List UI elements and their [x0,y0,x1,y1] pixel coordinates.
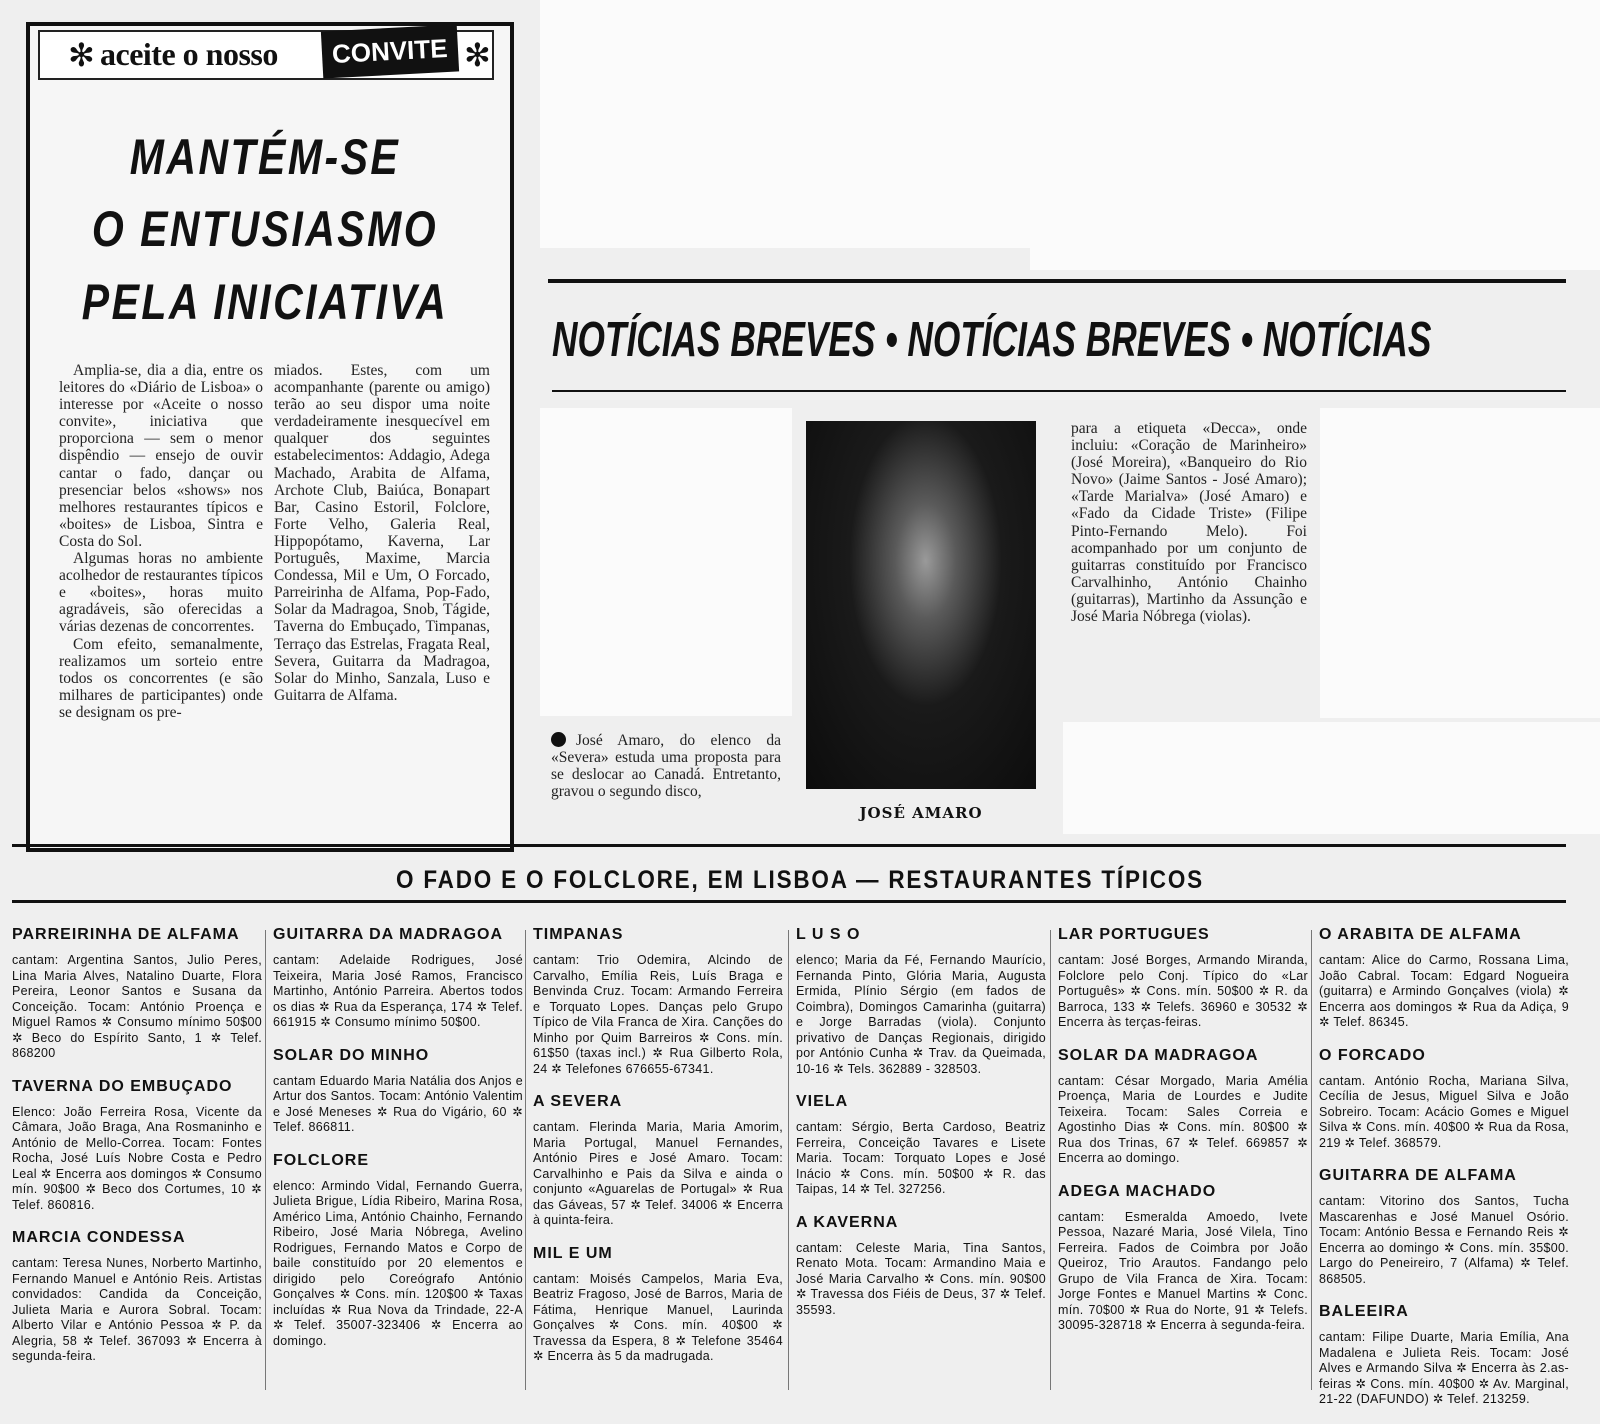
listing-column [1058,926,1308,1350]
restaurant-name: VIELA [796,1093,849,1110]
restaurant-entry [1319,1303,1569,1408]
restaurant-entry [1058,1047,1308,1167]
headline-line-3: PELA INICIATIVA [81,274,449,330]
restaurant-entry [12,926,262,1062]
restaurant-details: cantam: Adelaide Rodrigues, José Teixeira, Maria José Ramos, Francisco Martinho, António Parreira. Abertos todos os dias ✲ Rua da Esperança, 174 ✲ Telef. 661915 ✲ Consumo mínimo 50$00. [273,953,523,1029]
restaurant-name: MARCIA CONDESSA [12,1229,186,1246]
restaurant-details: cantam: Alice do Carmo, Rossana Lima, João Cabral. Tocam: Edgard Nogueira (guitarra) e Armindo Gonçalves (viola) ✲ Encerra aos domingos ✲ Rua da Adiça, 9 ✲ Telef. 86345. [1319,953,1569,1029]
restaurant-entry [533,1093,783,1229]
restaurant-entry [533,1245,783,1365]
headline-line-1: MANTÉM-SE [129,129,401,185]
article-paragraph: miados. Estes, com um acompanhante (parente ou amigo) terão ao seu dispor uma noite verdadeiramente inesquecível em qualquer dos seguintes estabelecimentos: Addagio, Adega Machado, Arabita de Alfama, Archote Club, Baiúca, Bonapart Bar, Casino Estoril, Folclore, Forte Velho, Galeria Real, Hippopótamo, Kaverna, Lar Português, Maxime, Marcia Condessa, Mil e Um, O Forcado, Parreirinha de Alfama, Pop-Fado, Solar da Madragoa, Snob, Tágide, Taverna do Embuçado, Timpanas, Terraço das Estrelas, Fragata Real, Severa, Guitarra da Madragoa, Solar do Minho, Sanzala, Luso e Guitarra de Alfama. [274,362,490,704]
restaurant-entry [273,1152,523,1350]
restaurant-details: cantam: Vitorino dos Santos, Tucha Mascarenhas e José Manuel Osório. Tocam: António Bessa e Fernando Reis ✲ Encerra ao domingo ✲ Cons. mín. 35$00. Largo do Peneireiro, 7 (Alfama) ✲ Telef. 868505. [1319,1194,1569,1286]
jose-amaro-photo [806,421,1036,789]
listing-column [796,926,1046,1334]
column-separator [265,930,266,1390]
restaurant-entry [1058,1183,1308,1334]
restaurant-name: GUITARRA DE ALFAMA [1319,1167,1517,1184]
restaurant-details: cantam: Argentina Santos, Julio Peres, Lina Maria Alves, Natalino Duarte, Flora Pereira, Leonor Santos e Susana da Conceição. Tocam: António Proença e Miguel Ramos ✲ Consumo mínimo 50$00 ✲ Beco do Espírito Santo, 1 ✲ Telef. 868200 [12,953,262,1060]
restaurant-entry [12,1229,262,1365]
restaurant-name: GUITARRA DA MADRAGOA [273,926,504,943]
bullet-icon [551,732,566,747]
restaurant-entry [796,1093,1046,1198]
restaurant-details: cantam. António Rocha, Mariana Silva, Cecília de Jesus, Miguel Silva e João Sobreiro. Tocam: Acácio Gomes e Miguel Silva ✲ Cons. mín. 40$00 ✲ Rua da Rosa, 219 ✲ Telef. 368579. [1319,1073,1569,1150]
restaurant-details: cantam Eduardo Maria Natália dos Anjos e Artur dos Santos. Tocam: António Valentim e José Meneses ✲ Rua do Vigário, 60 ✲ Telef. 866811. [273,1073,523,1134]
article-column-1 [59,362,263,721]
restaurant-name: LAR PORTUGUES [1058,926,1210,943]
restaurant-details: cantam: Trio Odemira, Alcindo de Carvalho, Emília Reis, Luís Braga e Benvinda Cruz. Tocam: Armando Ferreira e Torquato Lopes. Danças pelo Grupo Típico de Vila Franca de Xira. Canções do Minho por Quim Barreiros ✲ Cons. mín. 61$50 (taxas incl.) ✲ Rua Gilberto Rola, 24 ✲ Telefones 676655-67341. [533,953,783,1076]
restaurant-entry [1319,1047,1569,1152]
restaurant-entry [1319,926,1569,1031]
restaurant-details: cantam: Celeste Maria, Tina Santos, Renato Mota. Tocam: Armandino Maia e José Maria Carvalho ✲ Cons. mín. 90$00 ✲ Travessa dos Fiéis de Deus, 37 ✲ Telef. 35593. [796,1240,1046,1317]
restaurant-details: cantam: Filipe Duarte, Maria Emília, Ana Madalena e Julieta Reis. Tocam: José Alves e Armando Silva ✲ Encerra às 2.as-feiras ✲ Cons. mín. 40$00 ✲ Av. Marginal, 21-22 (DAFUNDO) ✲ Telef. 213259. [1319,1330,1569,1406]
noticia-text: José Amaro, do elenco da «Severa» estuda uma proposta para se deslocar ao Canadá. Entretanto, gravou o segundo disco, [551,732,781,801]
noticia-caption-left [551,732,781,800]
restaurant-entry [1058,926,1308,1031]
listing-column [273,926,523,1365]
article-column-2 [274,362,490,704]
convite-banner [38,30,494,80]
restaurant-entry [533,926,783,1077]
section-title: O FADO E O FOLCLORE, EM LISBOA — RESTAURANTES TÍPICOS [396,866,1204,894]
restaurant-details: cantam: César Morgado, Maria Amélia Proença, Maria de Lourdes e Judite Teixeira. Tocam: Sales Correia e Agostinho Dias ✲ Cons. mín. 80$00 ✲ Rua dos Trinas, 67 ✲ Telef. 669857 ✲ Encerra ao domingo. [1058,1073,1308,1165]
column-separator [1050,930,1051,1390]
restaurant-name: ADEGA MACHADO [1058,1182,1217,1200]
restaurant-details: Elenco: João Ferreira Rosa, Vicente da Câmara, João Braga, Ana Rosmaninho e António de Mello-Correa. Tocam: Fontes Rocha, José Luís Nobre Costa e Pedro Leal ✲ Encerra aos domingos ✲ Consumo mín. 90$00 ✲ Beco dos Cortumes, 10 ✲ Telef. 860816. [12,1104,262,1212]
restaurant-name: PARREIRINHA DE ALFAMA [12,926,240,943]
noticia-text-right [1071,420,1307,625]
divider [12,900,1566,903]
restaurant-details: cantam: José Borges, Armando Miranda, Folclore pelo Conj. Típico do «Lar Português» ✲ Cons. mín. 50$00 ✲ R. da Barroca, 133 ✲ Telefs. 36960 e 30532 ✲ Encerra às terças-feiras. [1058,953,1308,1029]
restaurant-entry [12,1078,262,1214]
restaurant-name: TIMPANAS [533,926,624,943]
restaurant-details: cantam: Sérgio, Berta Cardoso, Beatriz Ferreira, Conceição Tavares e Lisete Maria. Tocam: Torquato Lopes e José Inácio ✲ Cons. mín. 50$00 ✲ R. das Taipas, 14 ✲ Tel. 327256. [796,1120,1046,1196]
restaurant-details: elenco: Armindo Vidal, Fernando Guerra, Julieta Brigue, Lídia Ribeiro, Marina Rosa, Américo Lima, António Chainho, Fernando Ribeiro, José Maria Nóbrega, Avelino Rodrigues, Fernando Matos e Corpo de baile constituído por 20 elementos e dirigido pelo Coreógrafo António Gonçalves ✲ Cons. mín. 120$00 ✲ Taxas incluídas ✲ Rua Nova da Trindade, 22-A ✲ Telef. 35007-323406 ✲ Encerra ao domingo. [273,1178,523,1348]
headline-line-2: O ENTUSIASMO [91,201,439,257]
restaurant-entry [273,926,523,1031]
restaurant-name: L U S O [796,926,861,943]
restaurant-name: TAVERNA DO EMBUÇADO [12,1077,233,1095]
asterisk-icon: ✻ [464,36,491,74]
photo-caption: JOSÉ AMARO [859,804,983,822]
listing-column [1319,926,1569,1424]
restaurant-details: cantam. Flerinda Maria, Maria Amorim, Maria Portugal, Manuel Fernandes, António Pires e José Amaro. Tocam: Carvalhinho e Pais da Silva e ainda o conjunto «Aguarelas de Portugal» ✲ Rua das Gáveas, 57 ✲ Telef. 34006 ✲ Encerra à quinta-feira. [533,1120,783,1227]
restaurant-name: BALEEIRA [1319,1303,1409,1320]
blank-area [540,0,1600,248]
restaurant-name: A SEVERA [533,1093,623,1110]
convite-highlight: CONVITE [321,24,459,78]
blank-area [540,408,792,716]
restaurant-name: SOLAR DA MADRAGOA [1058,1046,1259,1064]
restaurant-details: elenco; Maria da Fé, Fernando Maurício, Fernanda Pinto, Glória Maria, Augusta Ermida, Plínio Sérgio (em fados de Coimbra), Domingos Camarinha (guitarra) e Jorge Barradas (viola). Conjunto privativo de Danças Regionais, dirigido por António Cunha ✲ Trav. da Queimada, 10-16 ✲ Tels. 362889 - 328503. [796,953,1046,1076]
restaurant-details: cantam: Teresa Nunes, Norberto Martinho, Fernando Manuel e António Reis. Artistas convidados: Candida da Conceição, Julieta Maria e Aurora Sobral. Tocam: Alberto Vilar e António Pessoa ✲ P. da Alegria, 58 ✲ Telef. 367093 ✲ Encerra à segunda-feira. [12,1256,262,1363]
restaurant-name: FOLCLORE [273,1151,369,1169]
noticia-text: para a etiqueta «Decca», onde incluiu: «Coração de Marinheiro» (José Moreira), «Banqueiro do Rio Novo» (Jaime Santos - José Amaro); «Tarde Marialva» (José Amaro) e «Fado da Cidade Triste» (Filipe Pinto-Fernando Melo). Foi acompanhado por um conjunto de guitarras constituído por Francisco Carvalhinho, António Chainho (guitarras), Martinho da Assunção e José Maria Nóbrega (violas). [1071,420,1307,626]
divider [12,844,1566,847]
restaurant-name: O ARABITA DE ALFAMA [1319,926,1522,943]
restaurant-entry [796,926,1046,1077]
restaurant-name: SOLAR DO MINHO [273,1046,430,1064]
listing-column [533,926,783,1381]
restaurant-entry [273,1047,523,1136]
article-paragraph: Com efeito, semanalmente, realizamos um sorteio entre todos os concorrentes (e são milhares de participantes) onde se designam os pre- [59,635,263,721]
column-separator [525,930,526,1390]
blank-area [1063,722,1600,834]
restaurant-details: cantam: Esmeralda Amoedo, Ivete Pessoa, Nazaré Maria, José Vilela, Tino Ferreira. Fados de Coimbra por João Queiroz, Trio Arautos. Fandango pelo Grupo de Vila Franca de Xira. Tocam: Jorge Fontes e Manuel Martins ✲ Conc. mín. 70$00 ✲ Rua do Norte, 91 ✲ Telefs. 30095-328718 ✲ Encerra à segunda-feira. [1058,1209,1308,1332]
divider [552,390,1566,392]
divider [548,279,1566,283]
noticias-breves-banner: NOTÍCIAS BREVES • NOTÍCIAS BREVES • NOTÍCIAS [552,313,1432,367]
restaurant-name: MIL E UM [533,1244,613,1262]
article-paragraph: Amplia-se, dia a dia, entre os leitores do «Diário de Lisboa» o interesse por «Aceite o nosso convite», iniciativa que proporciona — sem o menor dispêndio — ensejo de ouvir cantar o fado, dançar ou presenciar belos «shows» nos melhores restaurantes típicos e «boites» de Lisboa, Sintra e Costa do Sol. [59,362,263,550]
blank-area [1030,248,1600,270]
restaurant-name: O FORCADO [1319,1046,1426,1064]
column-separator [1311,930,1312,1390]
restaurant-name: A KAVERNA [796,1213,899,1231]
restaurant-entry [796,1214,1046,1319]
article-paragraph: Algumas horas no ambiente acolhedor de restaurantes típicos e «boites», horas muito agradáveis, são oferecidas a várias dezenas de concorrentes. [59,550,263,636]
convite-prefix: aceite o nosso [100,36,278,72]
column-separator [788,930,789,1390]
restaurant-details: cantam: Moisés Campelos, Maria Eva, Beatriz Fragoso, José de Barros, Maria de Fátima, Henrique Manuel, Laurinda Gonçalves ✲ Cons. mín. 40$00 ✲ Travessa da Espera, 8 ✲ Telefone 35464 ✲ Encerra às 5 da madrugada. [533,1271,783,1363]
asterisk-icon: ✻ [68,36,95,74]
blank-area [1320,408,1600,718]
restaurant-entry [1319,1167,1569,1287]
listing-column [12,926,262,1381]
